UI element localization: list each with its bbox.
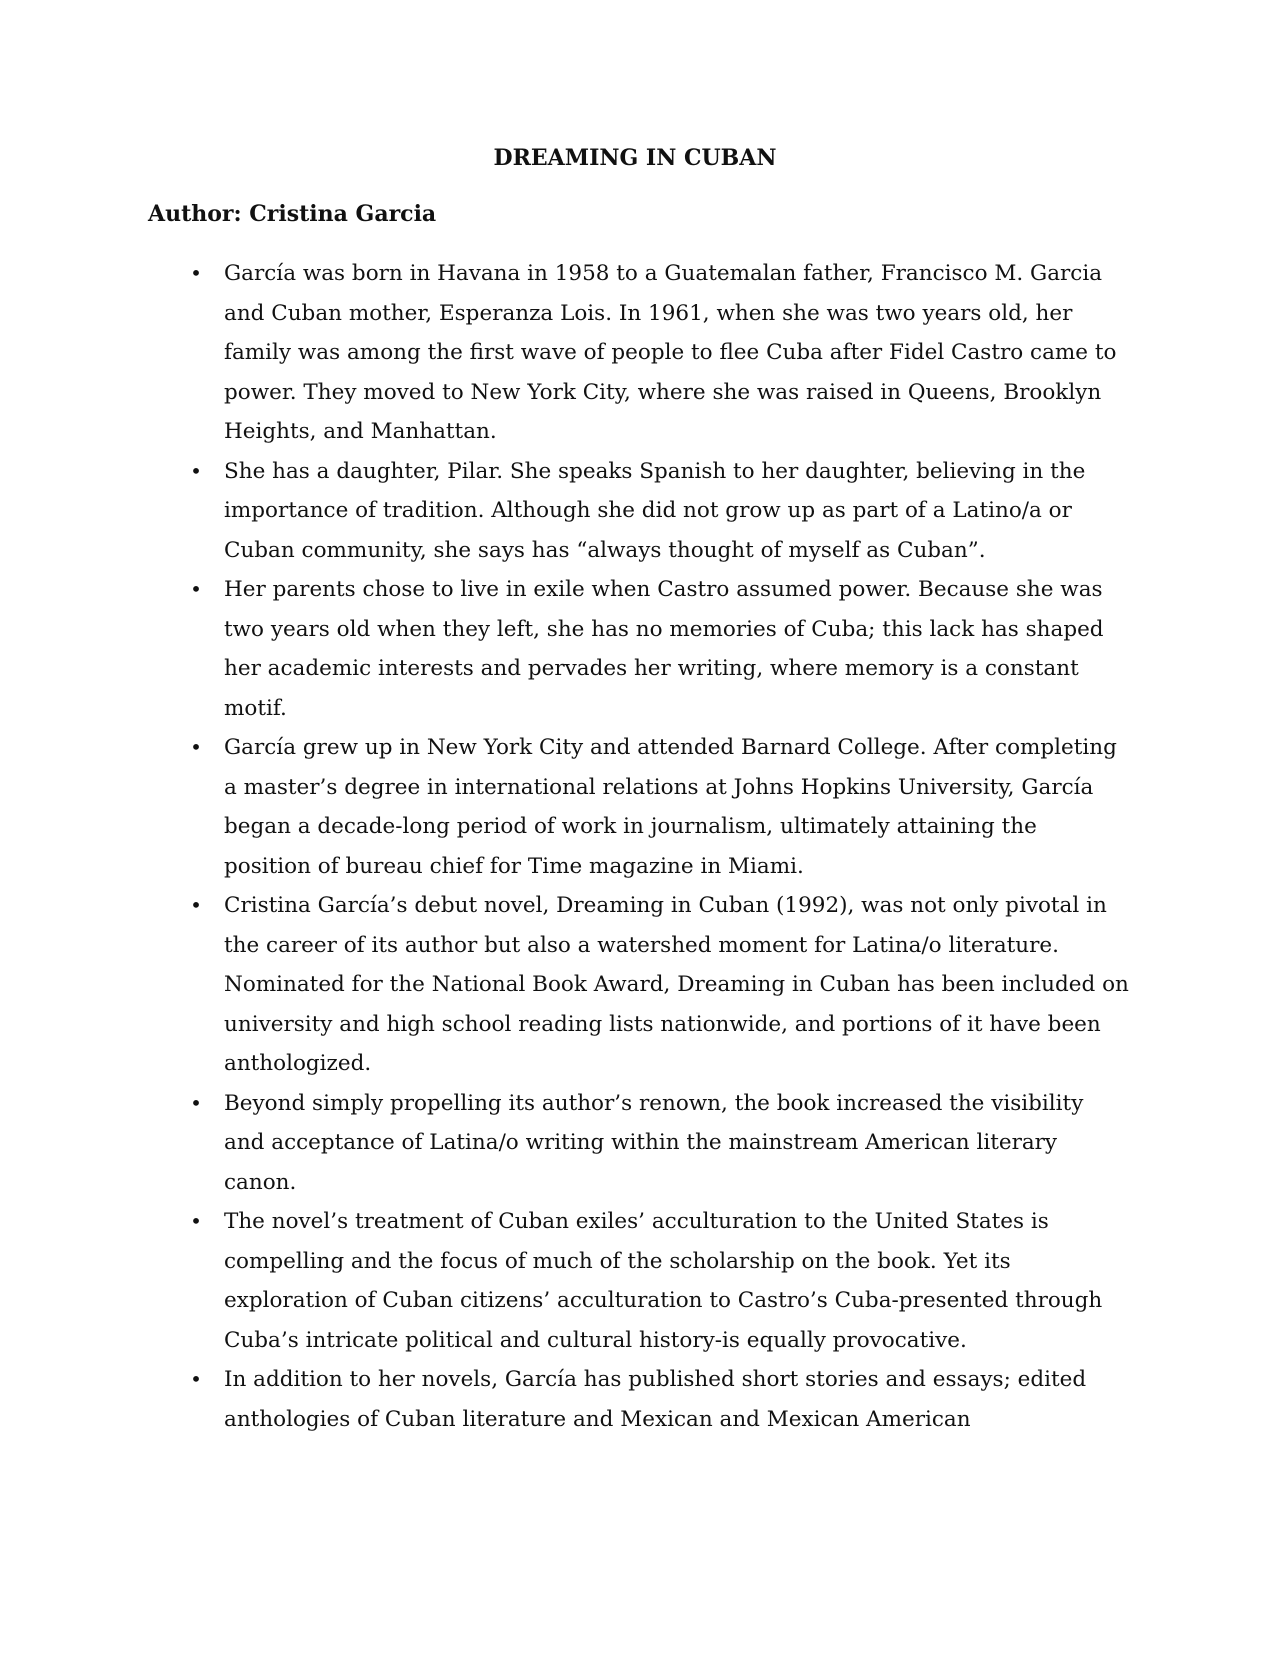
document-title: DREAMING IN CUBAN [493,145,777,171]
list-item-text: García was born in Havana in 1958 to a Guatemalan father, Francisco M. Garcia and Cuban mother, Esperanza Lois. In 1961, when she was two years old, her family was among the first wave of people to flee Cuba after Fidel Castro came to power. They moved to New York City, where she was raised in Queens, Brooklyn Heights, and Manhattan. [224,261,1117,444]
list-item [150,886,1130,1084]
list-item [150,570,1130,728]
bullet-icon: • [190,1209,202,1233]
list-item [150,1360,1130,1439]
list-item-text: The novel’s treatment of Cuban exiles’ acculturation to the United States is compelling and the focus of much of the scholarship on the book. Yet its exploration of Cuban citizens’ acculturation to Castro’s Cuba-presented through Cuba’s intricate political and cultural history-is equally provocative. [224,1209,1103,1353]
bullet-icon: • [190,893,202,917]
bullet-icon: • [190,1367,202,1391]
list-item [150,1084,1130,1203]
list-item [150,452,1130,571]
author-line: Author: Cristina Garcia [148,201,437,227]
bullet-icon: • [190,458,202,483]
list-item-text: Beyond simply propelling its author’s renown, the book increased the visibility and acceptance of Latina/o writing within the mainstream American literary canon. [224,1090,1084,1195]
list-item-text: In addition to her novels, García has published short stories and essays; edited anthologies of Cuban literature and Mexican and Mexican American [224,1367,1087,1432]
list-item [150,1202,1130,1360]
list-item [150,728,1130,886]
list-item-text: She has a daughter, Pilar. She speaks Spanish to her daughter, believing in the importance of tradition. Although she did not grow up as part of a Latino/a or Cuban community, she says has “always thought of myself as Cuban”. [224,458,1086,563]
list-item-text: Cristina García’s debut novel, Dreaming in Cuban (1992), was not only pivotal in the career of its author but also a watershed moment for Latina/o literature. Nominated for the National Book Award, Dreaming in Cuban has been included on university and high school reading lists nationwide, and portions of it have been anthologized. [224,893,1129,1076]
bullet-icon: • [190,735,202,759]
bullet-icon: • [190,261,202,285]
list-item-text: Her parents chose to live in exile when Castro assumed power. Because she was two years old when they left, she has no memories of Cuba; this lack has shaped her academic interests and pervades her writing, where memory is a constant motif. [224,577,1104,721]
list-item [150,254,1130,452]
bullet-icon: • [190,1090,202,1115]
bullet-icon: • [190,577,202,601]
list-item-text: García grew up in New York City and attended Barnard College. After completing a master’s degree in international relations at Johns Hopkins University, García began a decade-long period of work in journalism, ultimately attaining the position of bureau chief for Time magazine in Miami. [224,735,1117,879]
bullet-list [150,254,1130,1439]
